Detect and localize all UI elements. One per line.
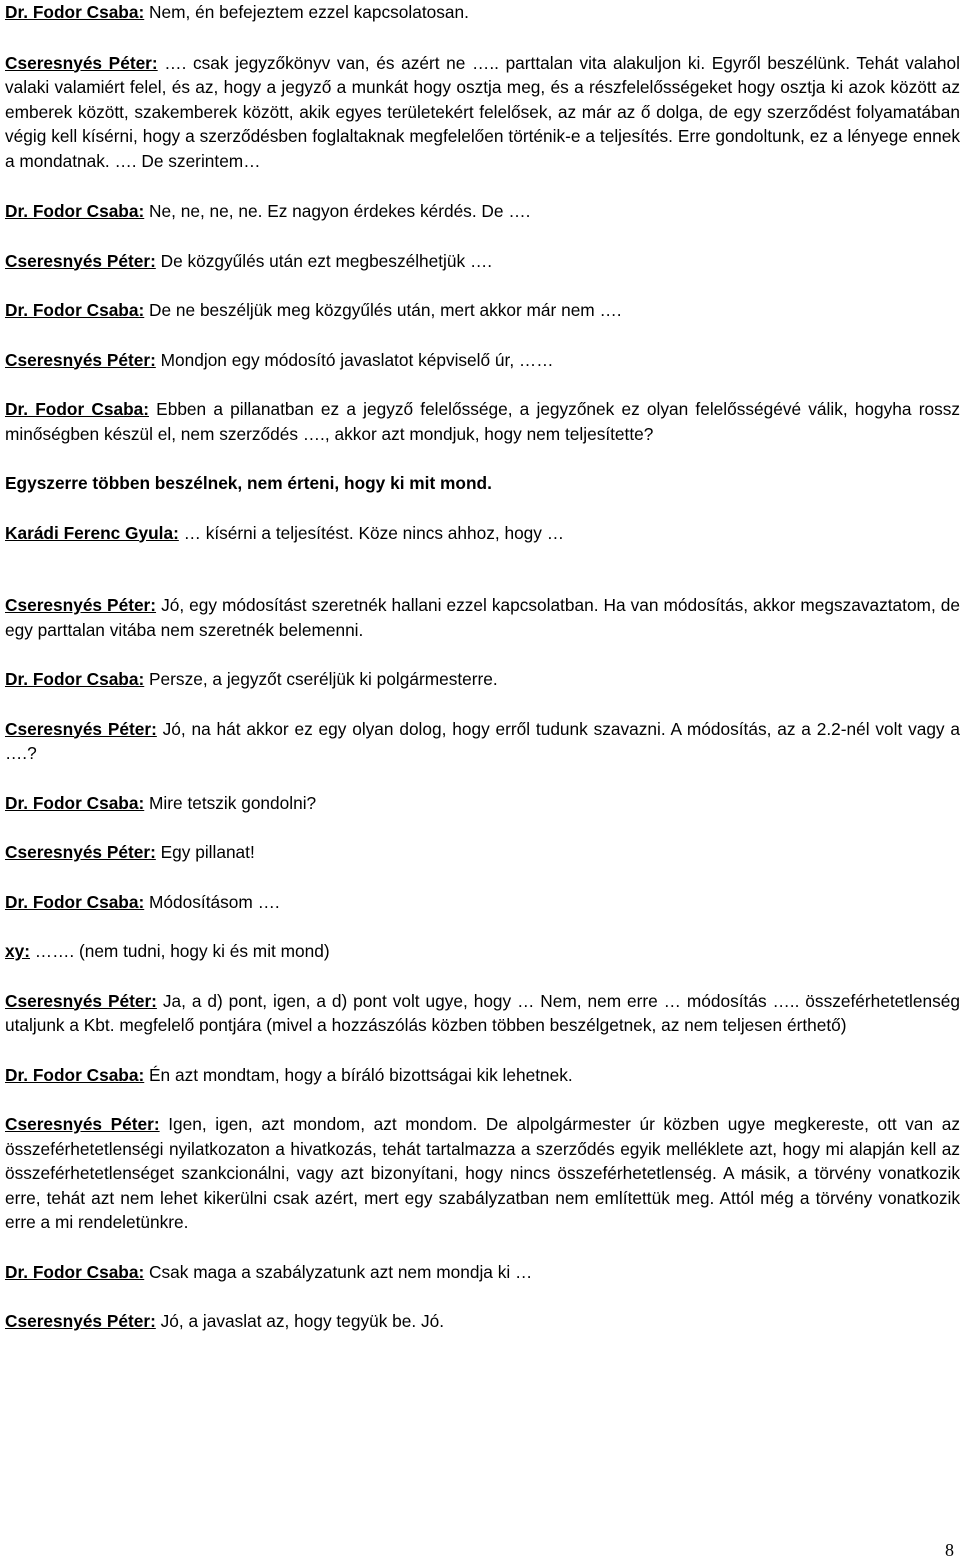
utterance-text: Ebben a pillanatban ez a jegyző felelőssége, a jegyzőnek ez olyan felelősségévé válik, hogyha rossz minőségben készül el, nem szerződés …., akkor azt mondjuk, hogy nem teljesítette? bbox=[5, 399, 960, 444]
dialogue-entry bbox=[5, 348, 960, 373]
speaker-name: Cseresnyés Péter: bbox=[5, 349, 156, 370]
speaker-name: Dr. Fodor Csaba: bbox=[5, 300, 145, 320]
dialogue-entry bbox=[5, 249, 960, 274]
dialogue-entry bbox=[5, 1260, 960, 1285]
dialogue-entry bbox=[5, 1112, 960, 1235]
utterance-text: …. csak jegyzőkönyv van, és azért ne ….. parttalan vita alakuljon ki. Egyről beszélünk. Tehát valahol valaki valamiért felel, és az, hogy a jegyző a munkát hogy osztja meg, és a részfelelősségeket hogy osztja ki azok között az emberek között, szakemberek között, akik egyes területekért felelősek, az már az ő dolga, de egy szerződést folyamatában végig kell kísérni, hogy a szerződésben foglaltaknak megfelelően történik-e a teljesítés. Erre gondoltunk, ez a lényege ennek a mondatnak. …. De szerintem… bbox=[5, 52, 960, 171]
speaker-name: Cseresnyés Péter: bbox=[5, 842, 156, 862]
speaker-name: Karádi Ferenc Gyula: bbox=[5, 522, 179, 543]
dialogue-entry bbox=[5, 890, 960, 915]
stage-direction-text: Egyszerre többen beszélnek, nem érteni, hogy ki mit mond. bbox=[5, 473, 492, 493]
dialogue-entry bbox=[5, 1063, 960, 1088]
utterance-text: Ne, ne, ne, ne. Ez nagyon érdekes kérdés. De …. bbox=[144, 201, 531, 221]
speaker-name: Dr. Fodor Csaba: bbox=[5, 201, 145, 221]
utterance-text: Ja, a d) pont, igen, a d) pont volt ugye, hogy … Nem, nem erre … módosítás ….. összeférhetetlenség utaljunk a Kbt. megfelelő pontjára (mivel a hozzászólás közben többen beszélgetnek, az nem teljesen érthető) bbox=[5, 990, 960, 1035]
dialogue-entry bbox=[5, 298, 960, 323]
speaker-name: Dr. Fodor Csaba: bbox=[5, 669, 145, 689]
dialogue-entry bbox=[5, 593, 960, 642]
speaker-name: Dr. Fodor Csaba: bbox=[5, 891, 145, 912]
speaker-name: Cseresnyés Péter: bbox=[5, 1114, 160, 1134]
utterance-text: ……. (nem tudni, hogy ki és mit mond) bbox=[29, 941, 330, 961]
dialogue-entry bbox=[5, 939, 960, 964]
utterance-text: Egy pillanat! bbox=[155, 842, 255, 862]
speaker-name: Cseresnyés Péter: bbox=[5, 990, 157, 1011]
speaker-name: Dr. Fodor Csaba: bbox=[5, 1064, 145, 1085]
dialogue-entry bbox=[5, 199, 960, 224]
speaker-name: Cseresnyés Péter: bbox=[5, 718, 157, 739]
utterance-text: Mire tetszik gondolni? bbox=[144, 792, 317, 813]
speaker-name: Cseresnyés Péter: bbox=[5, 250, 156, 271]
speaker-name: Dr. Fodor Csaba: bbox=[5, 792, 145, 813]
page-number: 8 bbox=[945, 1540, 954, 1560]
dialogue-entry bbox=[5, 717, 960, 766]
utterance-text: Igen, igen, azt mondom, azt mondom. De alpolgármester úr közben ugye megkereste, ott van az összeférhetetlenségi nyilatkozaton a hivatkozás, tehát tartalmazza a szerződés egyik melléklete azt, hogy mi alapján kell az összeférhetetlenséget szankcionálni, vagy azt bizonyítani, hogy nincs összeférhetetlenség. A másik, a törvény vonatkozik erre, tehát azt nem lehet kikerülni csak azért, mert egy szabályzatban nem említettük meg. Attól még a törvény vonatkozik erre a mi rendeletünkre. bbox=[5, 1114, 960, 1232]
utterance-text: De közgyűlés után ezt megbeszélhetjük …. bbox=[155, 250, 493, 271]
dialogue-entry bbox=[5, 840, 960, 865]
speaker-name: Dr. Fodor Csaba: bbox=[5, 2, 145, 22]
speaker-name: xy: bbox=[5, 941, 30, 961]
utterance-text: Nem, én befejeztem ezzel kapcsolatosan. bbox=[144, 2, 469, 22]
speaker-name: Cseresnyés Péter: bbox=[5, 1311, 156, 1331]
speaker-name: Dr. Fodor Csaba: bbox=[5, 1261, 145, 1282]
utterance-text: De ne beszéljük meg közgyűlés után, mert akkor már nem …. bbox=[144, 300, 622, 320]
utterance-text: Csak maga a szabályzatunk azt nem mondja ki … bbox=[144, 1261, 533, 1282]
speaker-name: Cseresnyés Péter: bbox=[5, 52, 158, 73]
utterance-text: Én azt mondtam, hogy a bíráló bizottságai kik lehetnek. bbox=[144, 1064, 573, 1085]
stage-direction bbox=[5, 471, 960, 496]
utterance-text: Jó, na hát akkor ez egy olyan dolog, hogy erről tudunk szavazni. A módosítás, az a 2.2-nél volt vagy a ….? bbox=[5, 718, 960, 763]
dialogue-entry bbox=[5, 1309, 960, 1334]
document-body bbox=[5, 0, 960, 1359]
dialogue-entry bbox=[5, 397, 960, 446]
utterance-text: Mondjon egy módosító javaslatot képviselő úr, …… bbox=[155, 349, 554, 370]
dialogue-entry bbox=[5, 791, 960, 816]
utterance-text: Jó, egy módosítást szeretnék hallani ezzel kapcsolatban. Ha van módosítás, akkor megszavaztatom, de egy parttalan vitába nem szeretnék belemenni. bbox=[5, 595, 960, 640]
dialogue-entry bbox=[5, 521, 960, 546]
dialogue-entry bbox=[5, 667, 960, 692]
speaker-name: Dr. Fodor Csaba: bbox=[5, 399, 149, 419]
utterance-text: Módosításom …. bbox=[144, 891, 280, 912]
utterance-text: Jó, a javaslat az, hogy tegyük be. Jó. bbox=[155, 1311, 445, 1331]
dialogue-entry bbox=[5, 0, 960, 25]
dialogue-entry bbox=[5, 51, 960, 174]
speaker-name: Cseresnyés Péter: bbox=[5, 595, 157, 615]
utterance-text: Persze, a jegyzőt cseréljük ki polgármesterre. bbox=[144, 669, 498, 689]
dialogue-entry bbox=[5, 989, 960, 1038]
utterance-text: … kísérni a teljesítést. Köze nincs ahhoz, hogy … bbox=[178, 522, 565, 543]
